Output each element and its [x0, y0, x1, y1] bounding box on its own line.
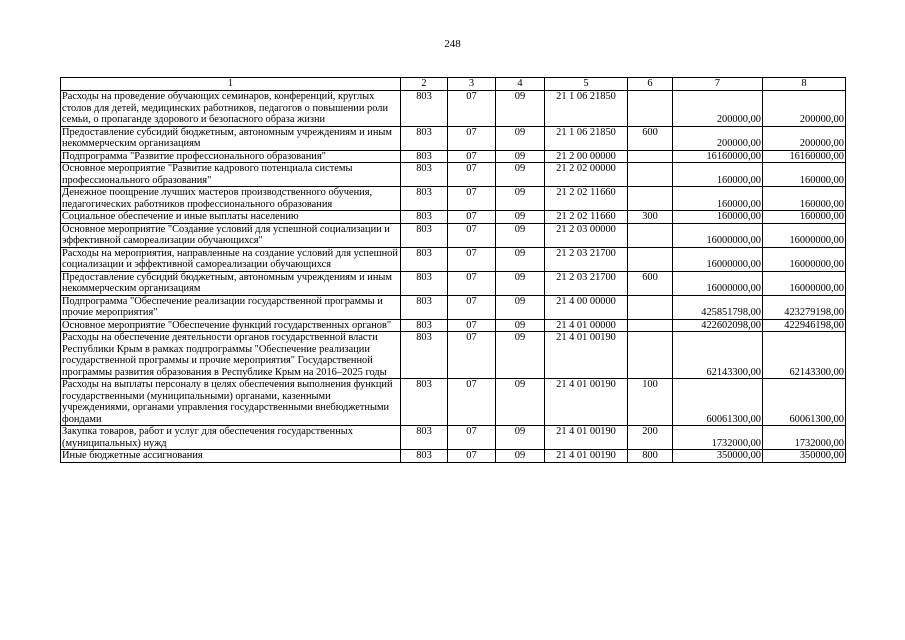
expense-type-code: [628, 223, 673, 247]
ministry-code: 803: [401, 450, 448, 463]
row-description: Расходы на обеспечение деятельности органов государственной власти Республики Крым в рамках подпрограммы "Обеспечение реализации государственной программы и прочие мероприятия" Государственной программы развития образования в Республике Крым на 2016–2025 годы: [61, 332, 401, 379]
section-code: 07: [448, 379, 496, 426]
target-article-code: 21 2 02 11660: [545, 211, 628, 224]
row-description: Подпрограмма "Обеспечение реализации государственной программы и прочие мероприятия": [61, 295, 401, 319]
amount-col-8: 160000,00: [763, 163, 846, 187]
amount-col-8: 62143300,00: [763, 332, 846, 379]
amount-col-8: 16000000,00: [763, 247, 846, 271]
amount-col-8: 16000000,00: [763, 223, 846, 247]
subsection-code: 09: [496, 163, 545, 187]
subsection-code: 09: [496, 332, 545, 379]
target-article-code: 21 4 00 00000: [545, 295, 628, 319]
expense-type-code: 100: [628, 379, 673, 426]
section-code: 07: [448, 332, 496, 379]
expense-type-code: 800: [628, 450, 673, 463]
ministry-code: 803: [401, 223, 448, 247]
subsection-code: 09: [496, 126, 545, 150]
column-header: 5: [545, 78, 628, 91]
amount-col-8: 160000,00: [763, 211, 846, 224]
row-description: Расходы на мероприятия, направленные на создание условий для успешной социализации и эффективной самореализации обучающихся: [61, 247, 401, 271]
row-description: Расходы на выплаты персоналу в целях обеспечения выполнения функций государственными (муниципальными) органами, казенными учреждениями, органами управления государственными внебюджетными фондами: [61, 379, 401, 426]
target-article-code: 21 1 06 21850: [545, 126, 628, 150]
row-description: Предоставление субсидий бюджетным, автономным учреждениям и иным некоммерческим организациям: [61, 271, 401, 295]
expense-type-code: 200: [628, 426, 673, 450]
table-row: [61, 187, 846, 211]
subsection-code: 09: [496, 247, 545, 271]
section-code: 07: [448, 295, 496, 319]
subsection-code: 09: [496, 150, 545, 163]
expense-type-code: 300: [628, 211, 673, 224]
ministry-code: 803: [401, 319, 448, 332]
row-description: Социальное обеспечение и иные выплаты населению: [61, 211, 401, 224]
expense-type-code: [628, 332, 673, 379]
row-description: Основное мероприятие "Развитие кадрового потенциала системы профессионального образования": [61, 163, 401, 187]
amount-col-7: 160000,00: [673, 211, 763, 224]
amount-col-8: 422946198,00: [763, 319, 846, 332]
amount-col-7: 60061300,00: [673, 379, 763, 426]
section-code: 07: [448, 187, 496, 211]
target-article-code: 21 2 03 21700: [545, 247, 628, 271]
ministry-code: 803: [401, 163, 448, 187]
target-article-code: 21 2 03 00000: [545, 223, 628, 247]
subsection-code: 09: [496, 187, 545, 211]
table-row: [61, 319, 846, 332]
column-header: 3: [448, 78, 496, 91]
subsection-code: 09: [496, 211, 545, 224]
expense-type-code: [628, 319, 673, 332]
target-article-code: 21 4 01 00000: [545, 319, 628, 332]
subsection-code: 09: [496, 319, 545, 332]
target-article-code: 21 2 03 21700: [545, 271, 628, 295]
amount-col-7: 16000000,00: [673, 223, 763, 247]
amount-col-8: 200000,00: [763, 91, 846, 127]
row-description: Предоставление субсидий бюджетным, автономным учреждениям и иным некоммерческим организациям: [61, 126, 401, 150]
ministry-code: 803: [401, 332, 448, 379]
column-header: 6: [628, 78, 673, 91]
column-header: 2: [401, 78, 448, 91]
row-description: Основное мероприятие "Создание условий для успешной социализации и эффективной самореализации обучающихся": [61, 223, 401, 247]
column-header: 7: [673, 78, 763, 91]
column-header: 4: [496, 78, 545, 91]
amount-col-7: 62143300,00: [673, 332, 763, 379]
target-article-code: 21 2 02 11660: [545, 187, 628, 211]
amount-col-8: 350000,00: [763, 450, 846, 463]
table-row: [61, 163, 846, 187]
budget-table: [60, 77, 846, 463]
amount-col-7: 1732000,00: [673, 426, 763, 450]
row-description: Денежное поощрение лучших мастеров производственного обучения, педагогических работников профессионального образования: [61, 187, 401, 211]
table-row: [61, 379, 846, 426]
amount-col-8: 16160000,00: [763, 150, 846, 163]
section-code: 07: [448, 163, 496, 187]
amount-col-8: 200000,00: [763, 126, 846, 150]
table-row: [61, 211, 846, 224]
ministry-code: 803: [401, 271, 448, 295]
amount-col-7: 16000000,00: [673, 247, 763, 271]
amount-col-7: 422602098,00: [673, 319, 763, 332]
table-row: [61, 150, 846, 163]
section-code: 07: [448, 223, 496, 247]
amount-col-7: 350000,00: [673, 450, 763, 463]
subsection-code: 09: [496, 450, 545, 463]
ministry-code: 803: [401, 187, 448, 211]
table-row: [61, 247, 846, 271]
column-header: 8: [763, 78, 846, 91]
expense-type-code: [628, 163, 673, 187]
section-code: 07: [448, 319, 496, 332]
amount-col-8: 60061300,00: [763, 379, 846, 426]
table-row: [61, 271, 846, 295]
row-description: Основное мероприятие "Обеспечение функций государственных органов": [61, 319, 401, 332]
subsection-code: 09: [496, 91, 545, 127]
table-row: [61, 223, 846, 247]
ministry-code: 803: [401, 379, 448, 426]
subsection-code: 09: [496, 379, 545, 426]
expense-type-code: [628, 247, 673, 271]
expense-type-code: [628, 91, 673, 127]
section-code: 07: [448, 91, 496, 127]
amount-col-7: 160000,00: [673, 163, 763, 187]
ministry-code: 803: [401, 295, 448, 319]
column-header: 1: [61, 78, 401, 91]
amount-col-7: 160000,00: [673, 187, 763, 211]
target-article-code: 21 2 00 00000: [545, 150, 628, 163]
table-row: [61, 126, 846, 150]
amount-col-7: 200000,00: [673, 126, 763, 150]
expense-type-code: 600: [628, 271, 673, 295]
target-article-code: 21 4 01 00190: [545, 426, 628, 450]
expense-type-code: [628, 187, 673, 211]
amount-col-8: 160000,00: [763, 187, 846, 211]
subsection-code: 09: [496, 271, 545, 295]
header-row: [61, 78, 846, 91]
table-row: [61, 332, 846, 379]
ministry-code: 803: [401, 150, 448, 163]
row-description: Иные бюджетные ассигнования: [61, 450, 401, 463]
subsection-code: 09: [496, 426, 545, 450]
amount-col-8: 16000000,00: [763, 271, 846, 295]
target-article-code: 21 4 01 00190: [545, 450, 628, 463]
section-code: 07: [448, 150, 496, 163]
expense-type-code: 600: [628, 126, 673, 150]
row-description: Подпрограмма "Развитие профессионального образования": [61, 150, 401, 163]
ministry-code: 803: [401, 126, 448, 150]
amount-col-8: 423279198,00: [763, 295, 846, 319]
target-article-code: 21 1 06 21850: [545, 91, 628, 127]
target-article-code: 21 2 02 00000: [545, 163, 628, 187]
ministry-code: 803: [401, 211, 448, 224]
ministry-code: 803: [401, 91, 448, 127]
ministry-code: 803: [401, 426, 448, 450]
expense-type-code: [628, 150, 673, 163]
section-code: 07: [448, 426, 496, 450]
section-code: 07: [448, 211, 496, 224]
amount-col-7: 16160000,00: [673, 150, 763, 163]
table-row: [61, 295, 846, 319]
page-number: 248: [444, 38, 461, 50]
table-row: [61, 426, 846, 450]
table-row: [61, 450, 846, 463]
subsection-code: 09: [496, 223, 545, 247]
row-description: Закупка товаров, работ и услуг для обеспечения государственных (муниципальных) нужд: [61, 426, 401, 450]
row-description: Расходы на проведение обучающих семинаров, конференций, круглых столов для детей, медицинских работников, педагогов о повышении роли семьи, о пропаганде здорового и безопасного образа жизни: [61, 91, 401, 127]
section-code: 07: [448, 450, 496, 463]
target-article-code: 21 4 01 00190: [545, 379, 628, 426]
table-row: [61, 91, 846, 127]
amount-col-8: 1732000,00: [763, 426, 846, 450]
ministry-code: 803: [401, 247, 448, 271]
amount-col-7: 16000000,00: [673, 271, 763, 295]
section-code: 07: [448, 247, 496, 271]
amount-col-7: 425851798,00: [673, 295, 763, 319]
target-article-code: 21 4 01 00190: [545, 332, 628, 379]
amount-col-7: 200000,00: [673, 91, 763, 127]
section-code: 07: [448, 126, 496, 150]
expense-type-code: [628, 295, 673, 319]
subsection-code: 09: [496, 295, 545, 319]
section-code: 07: [448, 271, 496, 295]
